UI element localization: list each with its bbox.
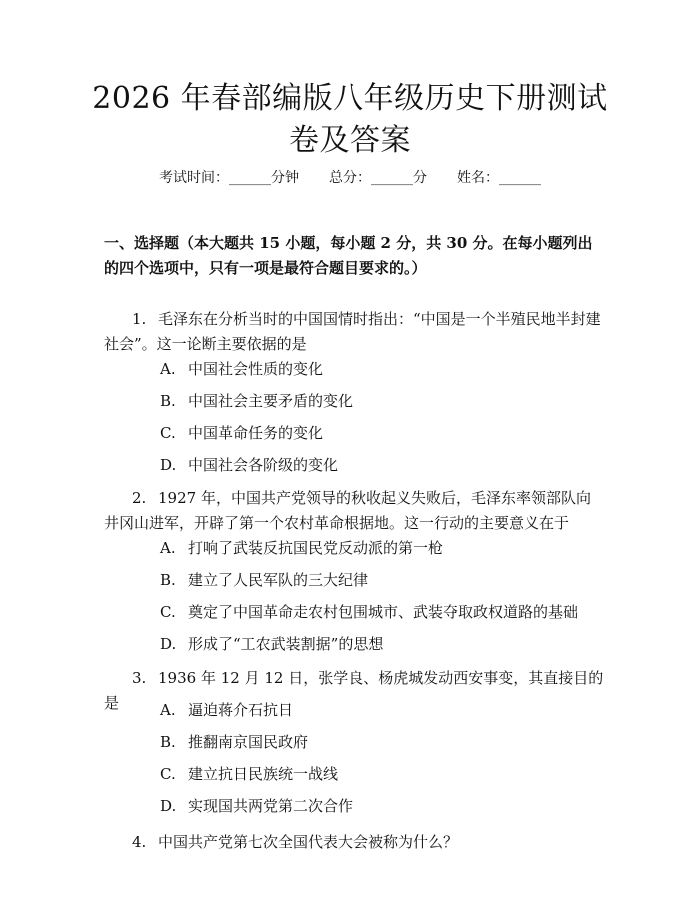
student-name-field: 姓名：______ bbox=[457, 170, 541, 186]
question-3-option-d bbox=[160, 795, 600, 817]
question-4 bbox=[104, 830, 604, 855]
option-letter: D. bbox=[160, 635, 177, 653]
option-text: 建立抗日民族统一战线 bbox=[188, 765, 339, 783]
question-2-option-d bbox=[160, 633, 600, 655]
question-1-option-c bbox=[160, 422, 600, 444]
question-number: 1. bbox=[132, 310, 147, 328]
question-3-option-c bbox=[160, 763, 600, 785]
question-3-option-a bbox=[160, 699, 600, 721]
question-2-option-b bbox=[160, 569, 600, 591]
option-text: 实现国共两党第二次合作 bbox=[188, 797, 354, 815]
question-stem: 1936 年 12 月 12 日，张学良、杨虎城发动西安事变，其直接目的是 bbox=[104, 669, 604, 712]
option-text: 中国社会性质的变化 bbox=[188, 360, 324, 378]
option-text: 推翻南京国民政府 bbox=[188, 733, 309, 751]
option-letter: B. bbox=[160, 392, 176, 410]
section-heading-multiple-choice: 一、选择题（本大题共 15 小题，每小题 2 分，共 30 分。在每小题列出的四个选项中，只有一项是最符合题目要求的。） bbox=[104, 234, 593, 277]
option-text: 奠定了中国革命走农村包围城市、武装夺取政权道路的基础 bbox=[188, 603, 579, 621]
option-text: 建立了人民军队的三大纪律 bbox=[188, 571, 369, 589]
question-stem: 中国共产党第七次全国代表大会被称为什么？ bbox=[158, 833, 459, 851]
question-3-option-b bbox=[160, 731, 600, 753]
option-letter: C. bbox=[160, 765, 176, 783]
option-letter: C. bbox=[160, 603, 176, 621]
option-letter: B. bbox=[160, 733, 176, 751]
question-number: 2. bbox=[132, 489, 147, 507]
option-letter: B. bbox=[160, 571, 176, 589]
option-letter: A. bbox=[160, 539, 176, 557]
question-stem: 1927 年，中国共产党领导的秋收起义失败后，毛泽东率领部队向井冈山进军，开辟了第一个农村革命根据地。这一行动的主要意义在于 bbox=[104, 489, 591, 532]
option-text: 中国革命任务的变化 bbox=[188, 424, 324, 442]
option-text: 打响了武装反抗国民党反动派的第一枪 bbox=[188, 539, 444, 557]
option-text: 形成了“工农武装割据”的思想 bbox=[188, 635, 384, 653]
question-number: 4. bbox=[132, 833, 147, 851]
page-title: 2026 年春部编版八年级历史下册测试卷及答案 bbox=[92, 81, 608, 158]
question-2-option-c bbox=[160, 601, 600, 623]
total-score-field: 总分：______分 bbox=[329, 170, 427, 186]
option-text: 中国社会各阶级的变化 bbox=[188, 456, 339, 474]
option-letter: D. bbox=[160, 797, 177, 815]
question-1-option-b bbox=[160, 390, 600, 412]
question-2-option-a bbox=[160, 537, 600, 559]
option-text: 中国社会主要矛盾的变化 bbox=[188, 392, 354, 410]
option-letter: A. bbox=[160, 360, 176, 378]
question-1-option-d bbox=[160, 454, 600, 476]
question-1-option-a bbox=[160, 358, 600, 380]
question-1 bbox=[104, 307, 604, 357]
option-letter: C. bbox=[160, 424, 176, 442]
option-text: 逼迫蒋介石抗日 bbox=[188, 701, 294, 719]
exam-time-field: 考试时间：______分钟 bbox=[159, 170, 299, 186]
question-number: 3. bbox=[132, 669, 147, 687]
option-letter: D. bbox=[160, 456, 177, 474]
question-stem: 毛泽东在分析当时的中国国情时指出：“中国是一个半殖民地半封建社会”。这一论断主要依据的是 bbox=[104, 310, 601, 353]
exam-meta bbox=[0, 168, 700, 188]
question-2 bbox=[104, 486, 604, 536]
option-letter: A. bbox=[160, 701, 176, 719]
